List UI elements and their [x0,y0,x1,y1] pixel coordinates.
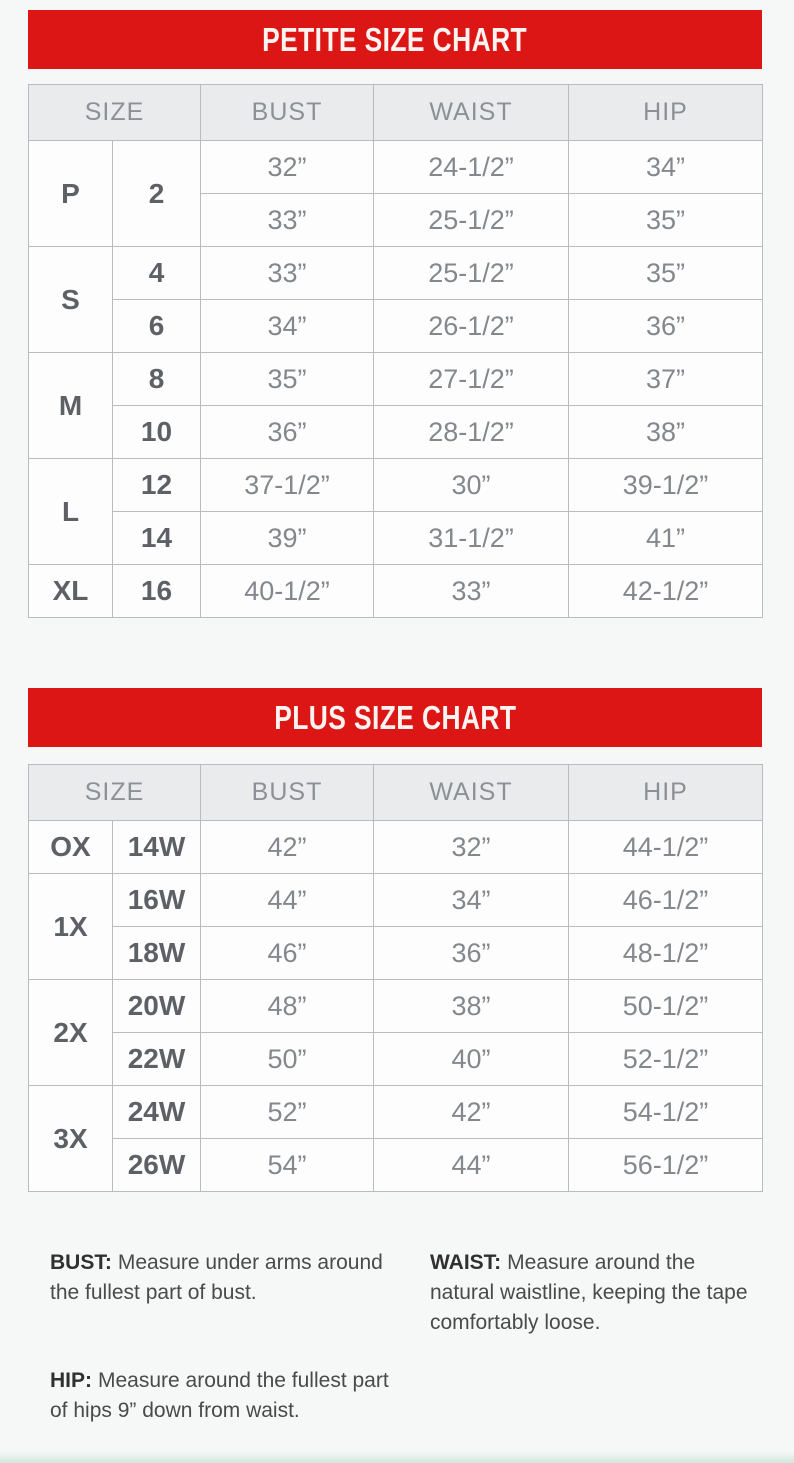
cell-hip: 46-1/2” [569,874,763,927]
col-header-waist: WAIST [374,765,569,821]
table-row [29,300,763,353]
col-header-size: SIZE [29,85,201,141]
note-bust-label: BUST: [50,1251,112,1274]
col-header-hip: HIP [569,85,763,141]
petite-header-row [29,85,763,141]
table-row [29,980,763,1033]
cell-bust: 40-1/2” [201,565,374,618]
cell-hip: 39-1/2” [569,459,763,512]
table-row [29,247,763,300]
cell-size-number: 2 [113,141,201,247]
cell-size-number: 22W [113,1033,201,1086]
cell-bust: 35” [201,353,374,406]
cell-size-number: 16 [113,565,201,618]
cell-size-letter: 3X [29,1086,113,1192]
table-row [29,821,763,874]
cell-size-letter: 1X [29,874,113,980]
note-waist [430,1248,760,1338]
col-header-hip: HIP [569,765,763,821]
cell-hip: 35” [569,247,763,300]
cell-bust: 42” [201,821,374,874]
cell-hip: 38” [569,406,763,459]
col-header-bust: BUST [201,765,374,821]
cell-waist: 33” [374,565,569,618]
cell-hip: 54-1/2” [569,1086,763,1139]
table-row [29,927,763,980]
petite-chart-banner [28,10,762,69]
cell-size-number: 12 [113,459,201,512]
table-row [29,353,763,406]
cell-bust: 34” [201,300,374,353]
cell-size-number: 16W [113,874,201,927]
cell-waist: 44” [374,1139,569,1192]
note-waist-label: WAIST: [430,1251,502,1274]
cell-hip: 42-1/2” [569,565,763,618]
cell-waist: 25-1/2” [374,194,569,247]
note-bust [50,1248,402,1338]
cell-size-letter: OX [29,821,113,874]
cell-waist: 42” [374,1086,569,1139]
cell-bust: 32” [201,141,374,194]
measurement-notes [28,1248,762,1426]
table-row [29,1033,763,1086]
cell-size-number: 14 [113,512,201,565]
cell-hip: 50-1/2” [569,980,763,1033]
petite-size-table [28,84,763,618]
cell-size-letter: P [29,141,113,247]
cell-hip: 34” [569,141,763,194]
cell-waist: 38” [374,980,569,1033]
cell-waist: 26-1/2” [374,300,569,353]
note-hip-text: Measure around the fullest part of hips 9” down from waist. [50,1369,389,1422]
plus-chart-section [28,688,764,1192]
note-hip-label: HIP: [50,1369,92,1392]
cell-bust: 50” [201,1033,374,1086]
col-header-size: SIZE [29,765,201,821]
cell-size-number: 20W [113,980,201,1033]
table-row [29,459,763,512]
cell-size-number: 14W [113,821,201,874]
cell-waist: 32” [374,821,569,874]
cell-hip: 41” [569,512,763,565]
cell-bust: 33” [201,194,374,247]
table-row [29,565,763,618]
cell-hip: 36” [569,300,763,353]
plus-chart-banner [28,688,762,747]
petite-chart-section [28,10,764,618]
note-hip [50,1366,402,1426]
cell-hip: 48-1/2” [569,927,763,980]
col-header-waist: WAIST [374,85,569,141]
cell-size-number: 10 [113,406,201,459]
cell-hip: 44-1/2” [569,821,763,874]
cell-hip: 52-1/2” [569,1033,763,1086]
cell-waist: 34” [374,874,569,927]
table-row [29,141,763,194]
cell-bust: 44” [201,874,374,927]
bottom-teal-strip [0,1452,794,1463]
cell-waist: 24-1/2” [374,141,569,194]
cell-size-letter: XL [29,565,113,618]
plus-chart-title: PLUS SIZE CHART [273,698,517,736]
cell-size-number: 8 [113,353,201,406]
table-row [29,512,763,565]
cell-bust: 39” [201,512,374,565]
cell-hip: 37” [569,353,763,406]
cell-size-letter: 2X [29,980,113,1086]
cell-bust: 36” [201,406,374,459]
note-waist-text: Measure around the natural waistline, keeping the tape comfortably loose. [430,1251,748,1334]
cell-bust: 46” [201,927,374,980]
cell-waist: 25-1/2” [374,247,569,300]
cell-waist: 27-1/2” [374,353,569,406]
cell-bust: 48” [201,980,374,1033]
cell-bust: 52” [201,1086,374,1139]
petite-chart-title: PETITE SIZE CHART [262,20,528,58]
cell-waist: 31-1/2” [374,512,569,565]
cell-waist: 36” [374,927,569,980]
cell-bust: 37-1/2” [201,459,374,512]
cell-waist: 40” [374,1033,569,1086]
col-header-bust: BUST [201,85,374,141]
plus-header-row [29,765,763,821]
cell-size-letter: L [29,459,113,565]
note-bust-text: Measure under arms around the fullest part of bust. [50,1251,383,1304]
cell-size-number: 6 [113,300,201,353]
cell-size-number: 18W [113,927,201,980]
cell-size-letter: M [29,353,113,459]
cell-bust: 54” [201,1139,374,1192]
cell-size-letter: S [29,247,113,353]
table-row [29,1139,763,1192]
table-row [29,874,763,927]
plus-size-table [28,764,763,1192]
table-row [29,1086,763,1139]
cell-waist: 28-1/2” [374,406,569,459]
cell-size-number: 4 [113,247,201,300]
table-row [29,406,763,459]
cell-hip: 35” [569,194,763,247]
cell-bust: 33” [201,247,374,300]
cell-hip: 56-1/2” [569,1139,763,1192]
cell-size-number: 24W [113,1086,201,1139]
cell-waist: 30” [374,459,569,512]
cell-size-number: 26W [113,1139,201,1192]
